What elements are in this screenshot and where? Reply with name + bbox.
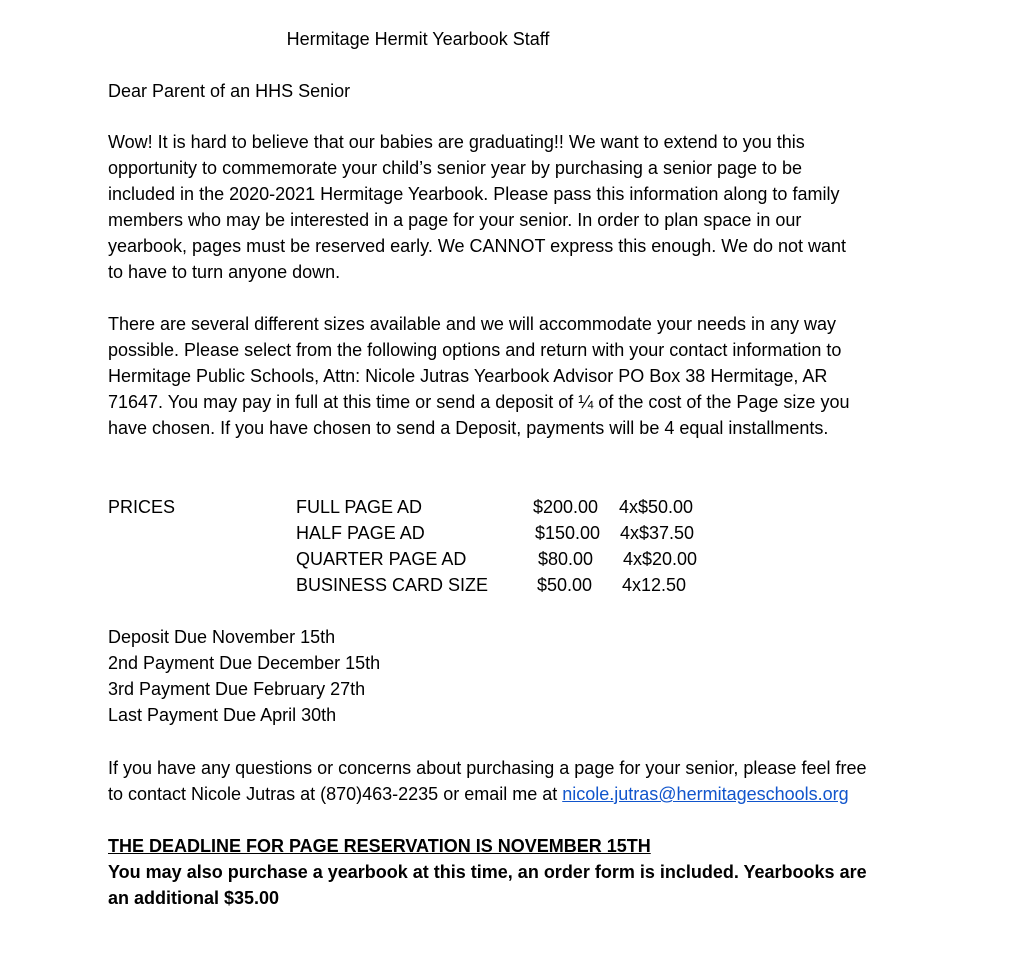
schedule-item: 3rd Payment Due February 27th: [108, 679, 366, 699]
intro-paragraph: [108, 129, 938, 285]
paragraph-line: Wow! It is hard to believe that our babies are graduating!! We want to extend to you this: [108, 132, 805, 152]
prices-label: PRICES: [108, 497, 176, 517]
price-installments: 4x$20.00: [623, 549, 698, 569]
price-amount: $80.00: [538, 549, 594, 569]
salutation: Dear Parent of an HHS Senior: [108, 81, 351, 101]
price-name: FULL PAGE AD: [296, 497, 423, 517]
contact-paragraph: [108, 755, 938, 807]
options-paragraph: [108, 311, 938, 441]
paragraph-line: opportunity to commemorate your child’s senior year by purchasing a senior page to be: [108, 158, 803, 178]
paragraph-line: included in the 2020-2021 Hermitage Yearbook. Please pass this information along to family: [108, 184, 840, 204]
price-name: BUSINESS CARD SIZE: [296, 575, 489, 595]
price-amount: $50.00: [537, 575, 593, 595]
paragraph-line: to have to turn anyone down.: [108, 262, 341, 282]
schedule-item: 2nd Payment Due December 15th: [108, 653, 381, 673]
paragraph-line: 71647. You may pay in full at this time or send a deposit of ¼ of the cost of the Page size you: [108, 392, 850, 412]
contact-line: [108, 781, 938, 807]
price-installments: 4x12.50: [622, 575, 687, 595]
price-name: QUARTER PAGE AD: [296, 549, 467, 569]
contact-prefix: to contact Nicole Jutras at (870)463-2235 or email me at: [108, 784, 563, 804]
payment-schedule: [108, 624, 380, 728]
schedule-item: Deposit Due November 15th: [108, 627, 336, 647]
paragraph-line: have chosen. If you have chosen to send a Deposit, payments will be 4 equal installments.: [108, 418, 829, 438]
note-line: an additional $35.00: [108, 888, 280, 908]
paragraph-line: members who may be interested in a page for your senior. In order to plan space in our: [108, 210, 802, 230]
schedule-item: Last Payment Due April 30th: [108, 705, 337, 725]
note-line: You may also purchase a yearbook at this time, an order form is included. Yearbooks are: [108, 862, 867, 882]
price-amount: $150.00: [535, 523, 601, 543]
paragraph-line: yearbook, pages must be reserved early. We CANNOT express this enough. We do not want: [108, 236, 847, 256]
yearbook-note: [108, 859, 867, 911]
paragraph-line: Hermitage Public Schools, Attn: Nicole Jutras Yearbook Advisor PO Box 38 Hermitage, AR: [108, 366, 828, 386]
paragraph-line: There are several different sizes available and we will accommodate your needs in any way: [108, 314, 837, 334]
deadline-heading: THE DEADLINE FOR PAGE RESERVATION IS NOVEMBER 15TH: [108, 836, 651, 856]
price-amount: $200.00: [533, 497, 599, 517]
price-name: HALF PAGE AD: [296, 523, 425, 543]
document-title: Hermitage Hermit Yearbook Staff: [286, 29, 550, 49]
price-installments: 4x$37.50: [620, 523, 695, 543]
email-link[interactable]: nicole.jutras@hermitageschools.org: [562, 784, 849, 804]
paragraph-line: possible. Please select from the following options and return with your contact information to: [108, 340, 842, 360]
price-installments: 4x$50.00: [619, 497, 694, 517]
contact-line: If you have any questions or concerns about purchasing a page for your senior, please feel free: [108, 758, 867, 778]
